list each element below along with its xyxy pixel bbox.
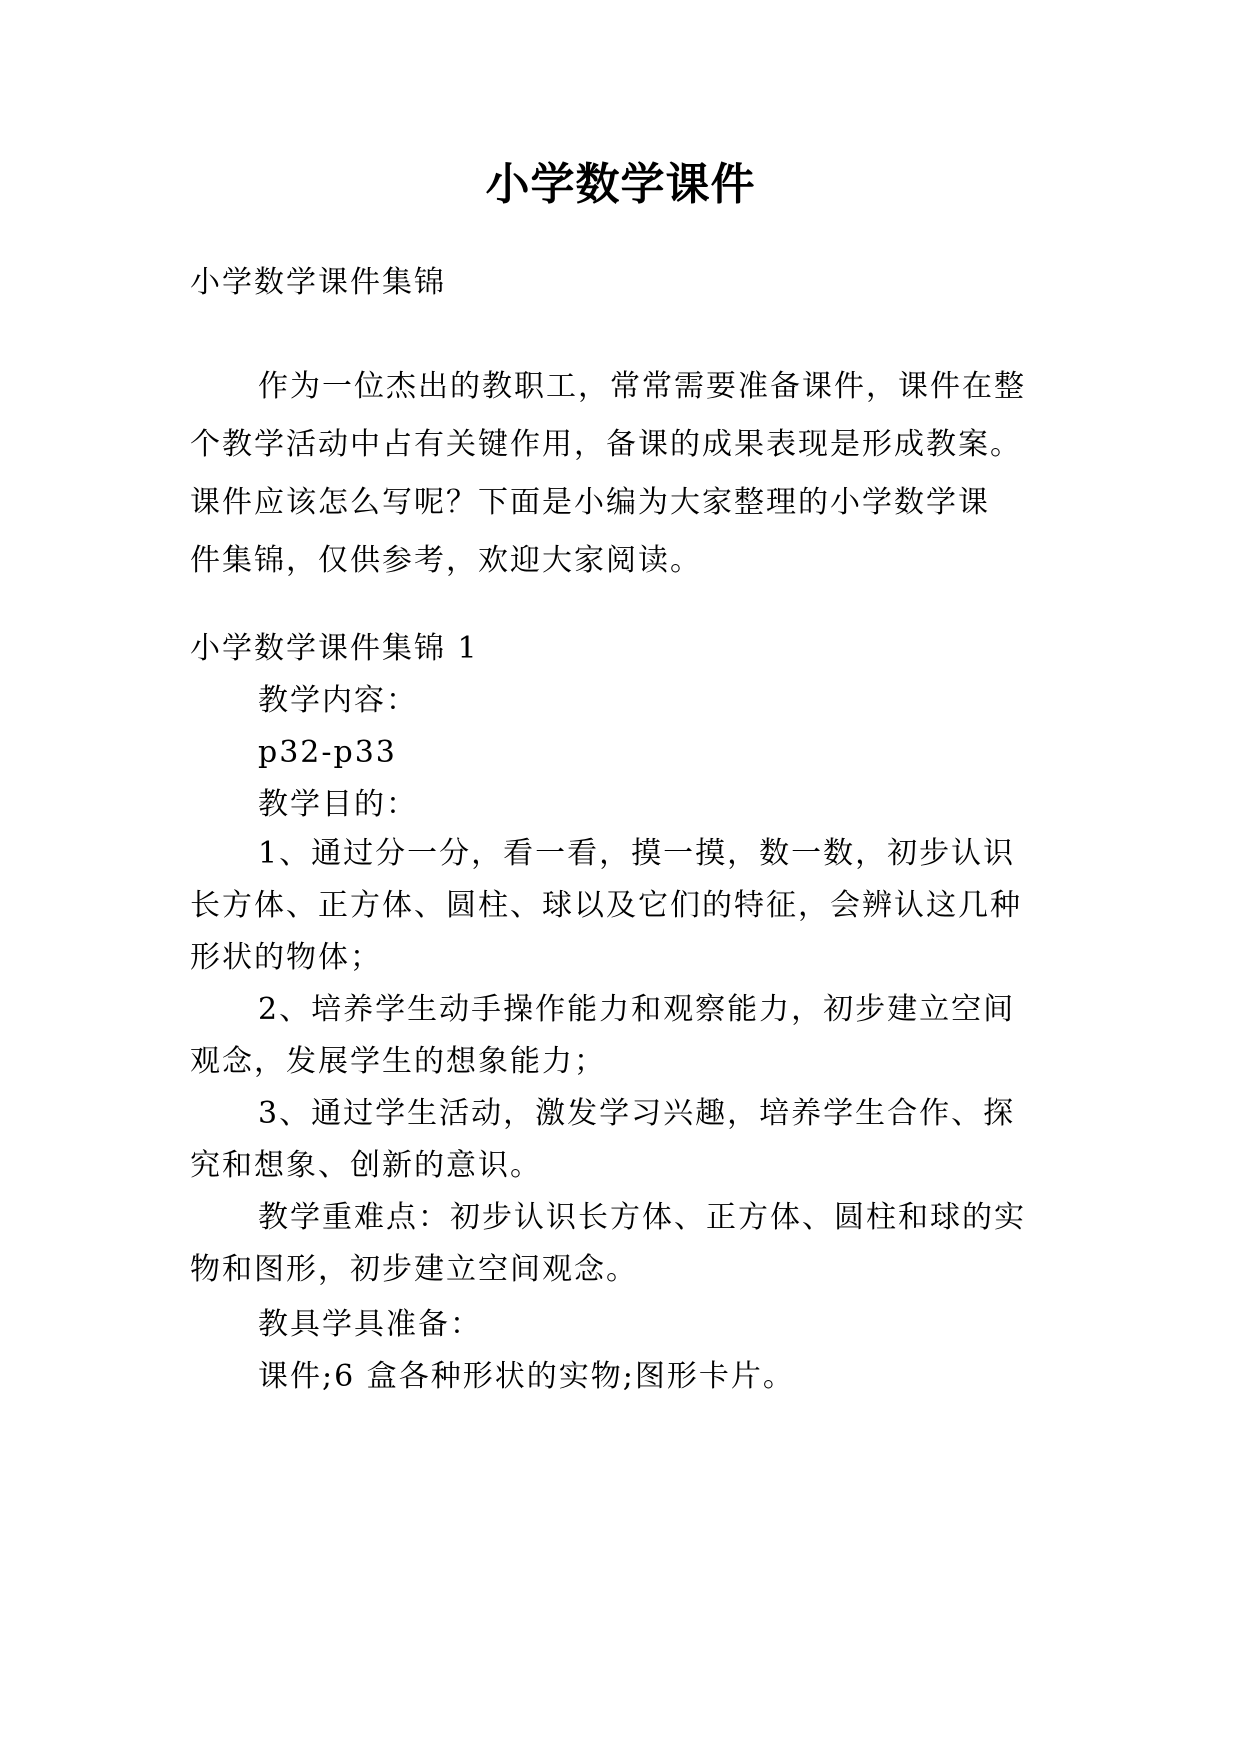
goal-1-line: 长方体、正方体、圆柱、球以及它们的特征，会辨认这几种 <box>190 888 1022 923</box>
goal-2-line: 2、培养学生动手操作能力和观察能力，初步建立空间 <box>258 992 1016 1027</box>
goal-2-paragraph <box>190 984 1070 1088</box>
intro-paragraph <box>190 358 1070 590</box>
goal-3-line: 究和想象、创新的意识。 <box>190 1148 542 1183</box>
goal-1-line: 形状的物体； <box>190 940 382 975</box>
key-points-line: 教学重难点：初步认识长方体、正方体、圆柱和球的实 <box>258 1200 1026 1235</box>
key-points-line: 物和图形，初步建立空间观念。 <box>190 1252 638 1287</box>
document-title: 小学数学课件 <box>485 159 756 210</box>
goal-label: 教学目的： <box>258 787 418 822</box>
intro-line: 个教学活动中占有关键作用，备课的成果表现是形成教案。 <box>190 427 1022 462</box>
key-points-paragraph <box>190 1192 1070 1296</box>
intro-line: 作为一位杰出的教职工，常常需要准备课件，课件在整 <box>258 369 1026 404</box>
intro-line: 件集锦，仅供参考，欢迎大家阅读。 <box>190 543 702 578</box>
goal-3-line: 3、通过学生活动，激发学习兴趣，培养学生合作、探 <box>258 1096 1016 1131</box>
goal-1-line: 1、通过分一分，看一看，摸一摸，数一数，初步认识 <box>258 836 1016 871</box>
content-value: p32-p33 <box>258 735 397 770</box>
goal-2-line: 观念，发展学生的想象能力； <box>190 1044 606 1079</box>
document-subtitle: 小学数学课件集锦 <box>190 265 446 300</box>
section-heading: 小学数学课件集锦 1 <box>190 631 479 666</box>
intro-line: 课件应该怎么写呢？下面是小编为大家整理的小学数学课 <box>190 485 990 520</box>
prep-label: 教具学具准备： <box>258 1307 482 1342</box>
content-label: 教学内容： <box>258 683 418 718</box>
goal-3-paragraph <box>190 1088 1070 1192</box>
goal-1-paragraph <box>190 828 1070 984</box>
prep-value: 课件;6 盒各种形状的实物;图形卡片。 <box>258 1359 795 1394</box>
